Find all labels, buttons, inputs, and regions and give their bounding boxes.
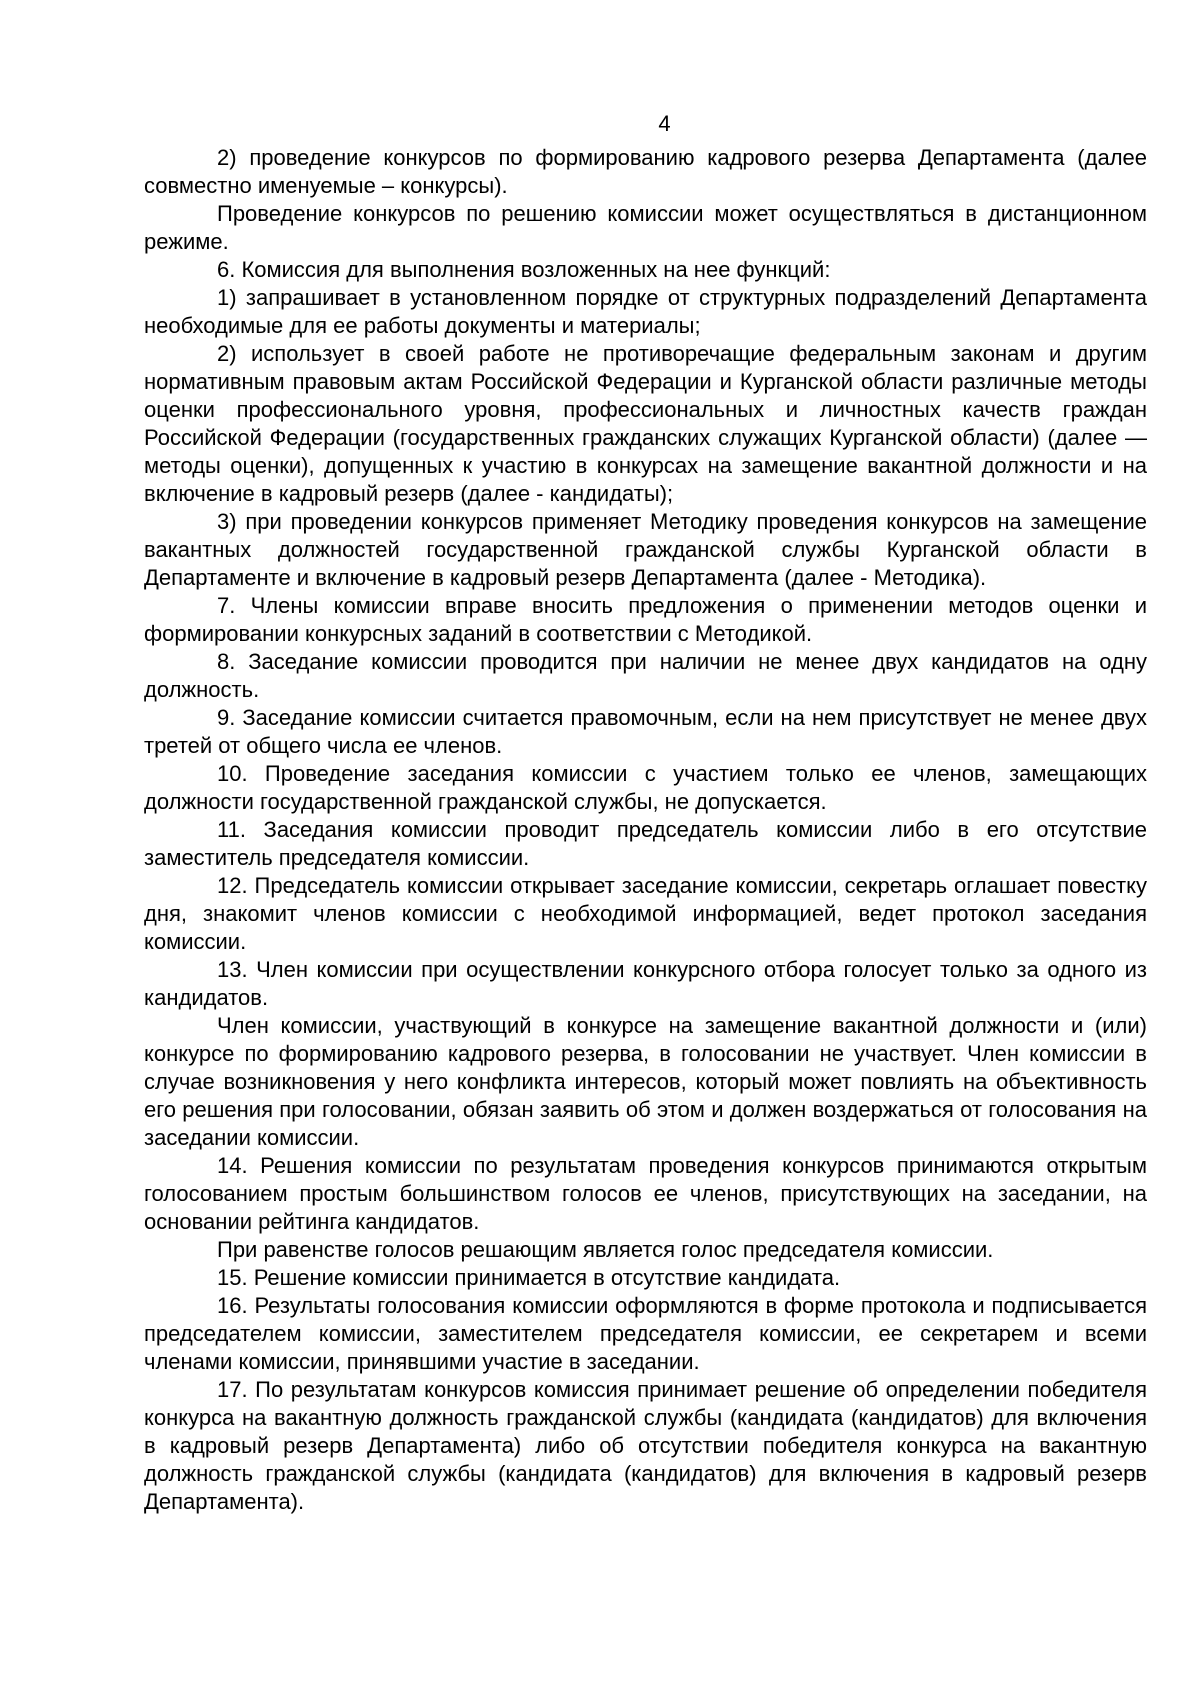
paragraph-6-functions: 6. Комиссия для выполнения возложенных на нее функций: xyxy=(217,257,831,282)
document-page xyxy=(144,110,1147,1516)
paragraph-11: 11. Заседания комиссии проводит председатель комиссии либо в его отсутствие заместитель председателя комиссии. xyxy=(144,817,1147,870)
paragraph-17: 17. По результатам конкурсов комиссия принимает решение об определении победителя конкурса на вакантную должность гражданской службы (кандидата (кандидатов) для включения в кадровый резерв Департамента) либо об отсутствии победителя конкурса на вакантную должность гражданской службы (кандидата (кандидатов) для включения в кадровый резерв Департамента). xyxy=(144,1377,1147,1514)
paragraph-12: 12. Председатель комиссии открывает заседание комиссии, секретарь оглашает повестку дня, знакомит членов комиссии с необходимой информацией, ведет протокол заседания комиссии. xyxy=(144,873,1147,954)
paragraph-10: 10. Проведение заседания комиссии с участием только ее членов, замещающих должности государственной гражданской службы, не допускается. xyxy=(144,761,1147,814)
paragraph-15: 15. Решение комиссии принимается в отсутствие кандидата. xyxy=(217,1265,841,1290)
paragraph-14: 14. Решения комиссии по результатам проведения конкурсов принимаются открытым голосованием простым большинством голосов ее членов, присутствующих на заседании, на основании рейтинга кандидатов. xyxy=(144,1153,1147,1234)
paragraph-9: 9. Заседание комиссии считается правомочным, если на нем присутствует не менее двух третей от общего числа ее членов. xyxy=(144,705,1147,758)
paragraph-item-2-competitions: 2) проведение конкурсов по формированию кадрового резерва Департамента (далее совместно именуемые – конкурсы). xyxy=(144,145,1147,198)
paragraph-8: 8. Заседание комиссии проводится при наличии не менее двух кандидатов на одну должность. xyxy=(144,649,1147,702)
paragraph-6-2-methods: 2) использует в своей работе не противоречащие федеральным законам и другим нормативным правовым актам Российской Федерации и Курганской области различные методы оценки профессионального уровня, профессиональных и личностных качеств граждан Российской Федерации (государственных гражданских служащих Курганской области) (далее — методы оценки), допущенных к участию в конкурсах на замещение вакантной должности и на включение в кадровый резерв (далее - кандидаты); xyxy=(144,341,1147,506)
paragraph-13: 13. Член комиссии при осуществлении конкурсного отбора голосует только за одного из кандидатов. xyxy=(144,957,1147,1010)
paragraph-14-tie: При равенстве голосов решающим является голос председателя комиссии. xyxy=(217,1237,994,1262)
paragraph-6-1-requests: 1) запрашивает в установленном порядке от структурных подразделений Департамента необходимые для ее работы документы и материалы; xyxy=(144,285,1147,338)
paragraph-remote-mode: Проведение конкурсов по решению комиссии может осуществляться в дистанционном режиме. xyxy=(144,201,1147,254)
page-number: 4 xyxy=(658,111,671,136)
paragraph-13-conflict: Член комиссии, участвующий в конкурсе на замещение вакантной должности и (или) конкурсе по формированию кадрового резерва, в голосовании не участвует. Член комиссии в случае возникновения у него конфликта интересов, который может повлиять на объективность его решения при голосовании, обязан заявить об этом и должен воздержаться от голосования на заседании комиссии. xyxy=(144,1013,1147,1150)
paragraph-16: 16. Результаты голосования комиссии оформляются в форме протокола и подписывается председателем комиссии, заместителем председателя комиссии, ее секретарем и всеми членами комиссии, принявшими участие в заседании. xyxy=(144,1293,1147,1374)
paragraph-7: 7. Члены комиссии вправе вносить предложения о применении методов оценки и формировании конкурсных заданий в соответствии с Методикой. xyxy=(144,593,1147,646)
paragraph-6-3-methodology: 3) при проведении конкурсов применяет Методику проведения конкурсов на замещение вакантных должностей государственной гражданской службы Курганской области в Департаменте и включение в кадровый резерв Департамента (далее - Методика). xyxy=(144,509,1147,590)
